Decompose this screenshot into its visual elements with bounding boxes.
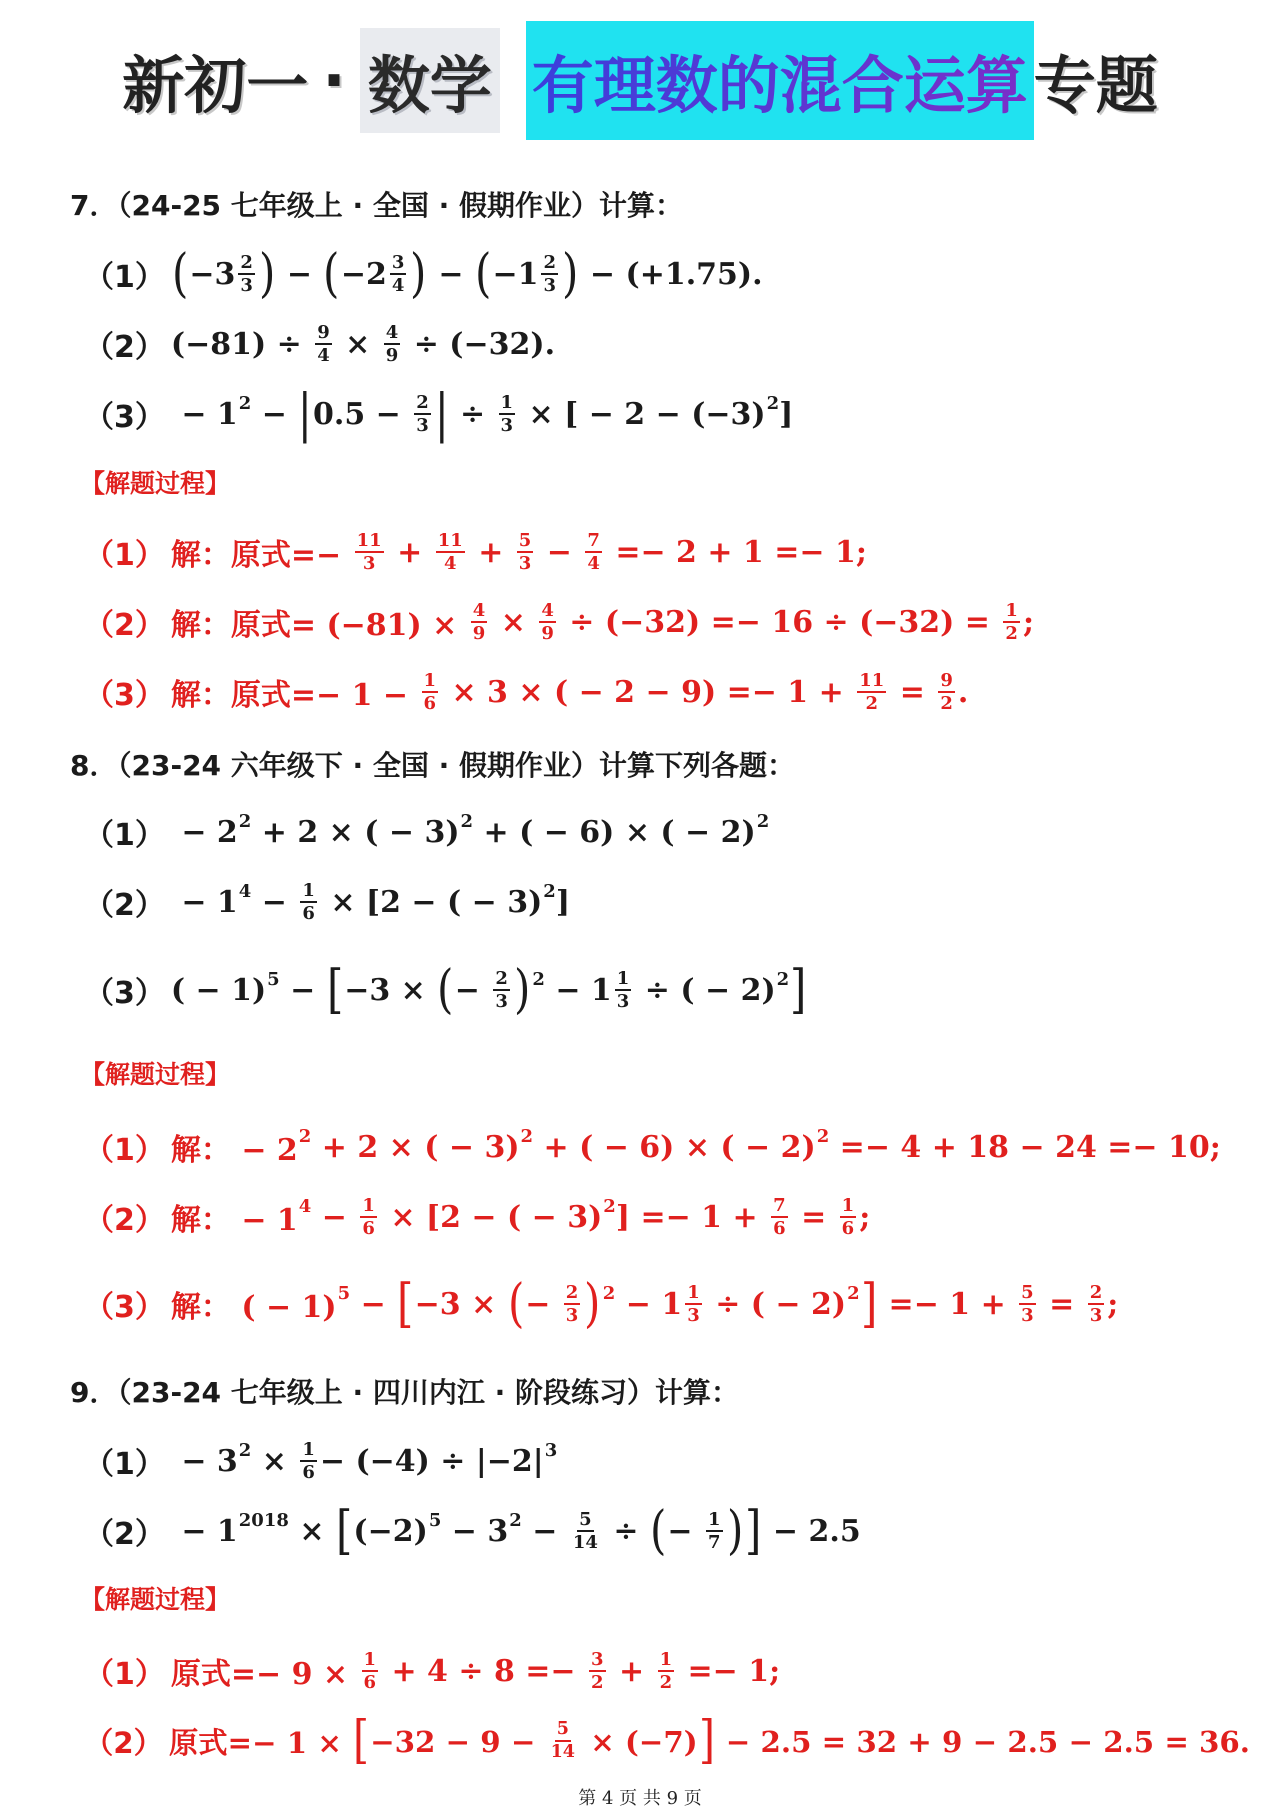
fraction-denominator: 3 <box>616 991 630 1012</box>
fraction-denominator: 7 <box>707 1532 721 1553</box>
math-text: = <box>790 1199 837 1235</box>
fraction-denominator: 3 <box>500 415 514 436</box>
fraction-numerator: 7 <box>585 531 602 553</box>
math-text: × (−7) <box>580 1723 698 1759</box>
mixed-whole: 1 <box>661 1286 683 1322</box>
fraction <box>499 393 516 436</box>
math-text: (−2) <box>353 1513 428 1549</box>
math-text: 0.5 − <box>313 396 412 432</box>
problem-7-answer-2 <box>84 592 1034 652</box>
fraction-numerator: 3 <box>589 1650 606 1672</box>
math-text: + <box>386 534 433 570</box>
item-label: （3） <box>84 678 165 713</box>
fraction <box>857 671 886 714</box>
fraction-numerator: 2 <box>414 393 431 415</box>
math-text: . <box>957 674 969 710</box>
problem-8-question-3 <box>84 960 808 1020</box>
big-bracket: | <box>434 382 449 444</box>
fraction-numerator: 1 <box>1003 601 1020 623</box>
fraction-denominator: 3 <box>240 275 253 296</box>
fraction <box>493 969 510 1012</box>
fraction-numerator: 11 <box>355 531 384 553</box>
superscript: 2 <box>238 1439 252 1461</box>
math-text: − <box>525 1286 561 1322</box>
math-text: ÷ (−32) =− 16 ÷ (−32) = <box>558 604 1001 640</box>
math-text: ÷ <box>602 1513 649 1549</box>
math-text: 解： − 1 <box>170 1203 298 1238</box>
math-text: + 2 × ( − 3) <box>251 814 460 850</box>
math-text: × 3 × ( − 2 − 9) =− 1 + <box>441 674 855 710</box>
fraction-denominator: 9 <box>541 623 554 644</box>
mixed-whole: −2 <box>340 256 387 292</box>
math-text: − <box>667 1513 703 1549</box>
math-text: 原式=− 1 × <box>168 1725 353 1760</box>
fraction-denominator: 2 <box>940 693 953 714</box>
big-bracket: ( <box>437 958 454 1020</box>
math-text: = <box>889 674 936 710</box>
problem-8-solution-label: 【解题过程】 <box>80 1060 231 1089</box>
fraction <box>362 1650 379 1693</box>
title-topic: 有理数的混合运算 <box>532 36 1028 125</box>
math-text: = <box>1038 1286 1085 1322</box>
superscript: 2 <box>603 1195 616 1217</box>
math-text: − 3 <box>170 1443 238 1479</box>
superscript: 2 <box>509 1509 522 1531</box>
superscript: 2 <box>543 880 556 902</box>
big-bracket: [ <box>326 958 344 1020</box>
fraction-numerator: 5 <box>1019 1283 1036 1305</box>
math-text: 解： − 2 <box>170 1133 298 1168</box>
item-label: （2） <box>84 330 165 365</box>
problem-9-answer-2 <box>84 1711 1250 1771</box>
math-text: − (−4) ÷ |−2| <box>319 1443 544 1479</box>
superscript: 2 <box>816 1125 830 1147</box>
math-text: − <box>251 884 298 920</box>
fraction <box>471 601 488 644</box>
fraction-denominator: 6 <box>302 1462 315 1483</box>
superscript: 2 <box>520 1125 534 1147</box>
math-text: − 1 <box>170 884 238 920</box>
superscript: 4 <box>298 1195 312 1217</box>
problem-8-answer-1 <box>84 1117 1221 1177</box>
item-label: （3） <box>84 400 165 435</box>
problem-7-answer-1 <box>84 522 867 582</box>
big-bracket: ] <box>860 1272 878 1334</box>
math-text: 解：原式=− 1 − <box>170 678 419 713</box>
fraction-denominator: 6 <box>773 1218 786 1239</box>
fraction-denominator: 2 <box>1005 623 1018 644</box>
big-bracket: ( <box>475 242 492 304</box>
fraction-numerator: 7 <box>771 1196 788 1218</box>
title-grade: 新初一 <box>122 49 309 122</box>
fraction <box>300 881 317 924</box>
fraction <box>384 323 401 366</box>
problem-9-solution-label: 【解题过程】 <box>80 1585 231 1614</box>
title-topic-box <box>526 21 1034 140</box>
item-label: （1） <box>84 818 165 853</box>
fraction-denominator: 4 <box>587 553 600 574</box>
superscript: 3 <box>544 1439 558 1461</box>
mixed-whole: −3 <box>189 256 236 292</box>
fraction-denominator: 4 <box>443 553 457 574</box>
math-text: + 2 × ( − 3) <box>311 1129 520 1165</box>
fraction <box>315 323 332 366</box>
math-text: − <box>521 1513 568 1549</box>
fraction-denominator: 6 <box>302 903 315 924</box>
fraction <box>541 253 558 296</box>
title-suffix: 专题 <box>1033 49 1158 122</box>
big-bracket: ) <box>562 242 579 304</box>
problem-9-header: 9．（23-24 七年级上 · 四川内江 · 阶段练习）计算： <box>70 1376 740 1409</box>
fraction <box>238 253 255 296</box>
fraction-denominator: 9 <box>472 623 486 644</box>
item-label: （1） <box>84 1447 165 1482</box>
fraction-numerator: 1 <box>300 1440 317 1462</box>
fraction-numerator: 2 <box>564 1283 581 1305</box>
math-text: × [2 − ( − 3) <box>379 1199 603 1235</box>
math-text: ; <box>859 1199 871 1235</box>
math-text: − <box>276 256 323 292</box>
fraction <box>771 1196 788 1239</box>
math-text: + 4 ÷ 8 =− <box>381 1653 586 1689</box>
math-text: =− 1; <box>677 1653 781 1689</box>
superscript: 4 <box>238 880 252 902</box>
fraction-denominator: 3 <box>565 1305 579 1326</box>
fraction-numerator: 4 <box>384 323 401 345</box>
item-label: （1） <box>84 538 165 573</box>
fraction-numerator: 4 <box>471 601 488 623</box>
superscript: 2 <box>776 968 790 990</box>
fraction-numerator: 11 <box>857 671 886 693</box>
fraction <box>585 531 602 574</box>
fraction <box>685 1283 702 1326</box>
problem-8-answer-2 <box>84 1187 870 1247</box>
superscript: 2 <box>460 810 474 832</box>
fraction-denominator: 3 <box>1021 1305 1034 1326</box>
math-text: − 2.5 = 32 + 9 − 2.5 − 2.5 = 36. <box>715 1723 1251 1759</box>
fraction <box>422 671 439 714</box>
math-text: ] =− 1 + <box>615 1199 769 1235</box>
superscript: 2 <box>847 1282 860 1304</box>
problem-9-question-1 <box>84 1431 557 1491</box>
math-text: × <box>288 1513 335 1549</box>
item-label: （1） <box>84 1133 165 1168</box>
fraction <box>571 1510 600 1553</box>
big-bracket: [ <box>335 1499 353 1561</box>
math-text: − <box>427 256 474 292</box>
math-text: −3 × <box>344 972 437 1008</box>
fraction-numerator: 9 <box>315 323 332 345</box>
fraction <box>1003 601 1020 644</box>
fraction-denominator: 6 <box>423 693 437 714</box>
big-bracket: ) <box>410 242 427 304</box>
item-label: （2） <box>84 1203 165 1238</box>
fraction-denominator: 14 <box>572 1532 598 1553</box>
math-text: + <box>467 534 514 570</box>
mixed-number <box>492 253 561 296</box>
fraction <box>658 1650 675 1693</box>
math-text: =− 4 + 18 − 24 =− 10; <box>829 1129 1221 1165</box>
fraction-denominator: 4 <box>391 275 405 296</box>
math-text: ÷ (−32). <box>403 326 556 362</box>
fraction-numerator: 1 <box>300 881 317 903</box>
item-label: （3） <box>84 1290 165 1325</box>
fraction-denominator: 6 <box>841 1218 855 1239</box>
math-text: ; <box>1107 1286 1119 1322</box>
fraction-denominator: 3 <box>495 991 508 1012</box>
fraction-denominator: 2 <box>591 1672 604 1693</box>
big-bracket: [ <box>397 1272 414 1334</box>
math-text: − <box>536 534 583 570</box>
superscript: 2 <box>602 1282 616 1304</box>
problem-8-question-1 <box>84 802 769 862</box>
math-text: − 1 <box>170 1513 238 1549</box>
math-text: ] <box>779 396 794 432</box>
item-label: （1） <box>84 260 165 295</box>
math-text: + <box>608 1653 655 1689</box>
fraction-numerator: 1 <box>706 1510 723 1532</box>
fraction-denominator: 6 <box>363 1672 377 1693</box>
math-text: − <box>279 972 326 1008</box>
item-label: （2） <box>84 888 165 923</box>
fraction-denominator: 2 <box>659 1672 673 1693</box>
title-subject: 数学 <box>360 28 500 133</box>
math-text: × [ − 2 − (−3) <box>518 396 766 432</box>
problem-7-question-2 <box>84 314 555 374</box>
big-bracket: ( <box>649 1499 667 1561</box>
fraction-numerator: 4 <box>539 601 556 623</box>
fraction-denominator: 2 <box>865 693 879 714</box>
superscript: 2 <box>756 810 770 832</box>
fraction <box>615 969 632 1012</box>
problem-8-header: 8．（23-24 六年级下 · 全国 · 假期作业）计算下列各题： <box>70 749 796 782</box>
fraction <box>414 393 431 436</box>
math-text: + ( − 6) × ( − 2) <box>533 1129 816 1165</box>
math-text: − 3 <box>441 1513 509 1549</box>
problem-9-question-2 <box>84 1501 861 1561</box>
fraction-numerator: 1 <box>840 1196 857 1218</box>
math-text: × <box>490 604 537 640</box>
superscript: 5 <box>337 1282 351 1304</box>
fraction-numerator: 1 <box>658 1650 675 1672</box>
fraction-numerator: 2 <box>541 253 558 275</box>
superscript: 5 <box>428 1509 442 1531</box>
math-text: 解： ( − 1) <box>170 1290 337 1325</box>
fraction <box>300 1440 317 1483</box>
big-bracket: ( <box>507 1272 525 1334</box>
math-text: 解：原式= (−81) × <box>170 608 468 643</box>
math-text: + ( − 6) × ( − 2) <box>473 814 756 850</box>
problem-7-header: 7．（24-25 七年级上 · 全国 · 假期作业）计算： <box>70 189 684 222</box>
item-label: （1） <box>84 1657 165 1692</box>
math-text: − <box>454 972 491 1008</box>
big-bracket: ] <box>790 958 807 1020</box>
item-label: （3） <box>84 976 165 1011</box>
problem-7-question-1 <box>84 244 763 304</box>
fraction <box>436 531 465 574</box>
item-label: （2） <box>84 1517 165 1552</box>
fraction <box>355 531 384 574</box>
big-bracket: ) <box>584 1272 601 1334</box>
fraction-numerator: 5 <box>517 531 534 553</box>
fraction-denominator: 3 <box>1089 1305 1103 1326</box>
superscript: 2 <box>532 968 545 990</box>
fraction <box>390 253 407 296</box>
big-bracket: [ <box>353 1710 370 1771</box>
fraction-denominator: 4 <box>317 345 330 366</box>
problem-7-solution-label: 【解题过程】 <box>80 469 231 498</box>
big-bracket: ( <box>171 242 189 304</box>
math-text: ÷ ( − 2) <box>704 1286 847 1322</box>
fraction <box>706 1510 723 1553</box>
superscript: 2018 <box>238 1509 289 1531</box>
fraction-denominator: 3 <box>518 553 532 574</box>
superscript: 2 <box>766 392 780 414</box>
problem-9-answer-1 <box>84 1641 780 1701</box>
fraction <box>840 1196 857 1239</box>
mixed-number <box>341 253 410 296</box>
math-text: − <box>251 396 298 432</box>
big-bracket: ) <box>726 1499 743 1561</box>
math-text: − 2.5 <box>762 1513 861 1549</box>
math-text: − <box>311 1199 358 1235</box>
math-text: × <box>334 326 381 362</box>
problem-8-answer-3 <box>84 1274 1118 1334</box>
fraction-numerator: 3 <box>390 253 407 275</box>
fraction-denominator: 14 <box>550 1742 576 1762</box>
problem-7-answer-3 <box>84 662 968 722</box>
fraction <box>549 1720 577 1762</box>
mixed-number <box>661 1283 704 1326</box>
math-text: − <box>544 972 591 1008</box>
math-text: ( − 1) <box>170 972 267 1008</box>
fraction-denominator: 3 <box>362 553 376 574</box>
superscript: 5 <box>267 968 280 990</box>
fraction-numerator: 5 <box>555 1720 571 1742</box>
superscript: 2 <box>298 1125 312 1147</box>
big-bracket: ] <box>698 1710 715 1771</box>
fraction-denominator: 9 <box>385 345 399 366</box>
fraction <box>564 1283 581 1326</box>
item-label: （2） <box>84 608 165 643</box>
math-text: ÷ <box>449 396 496 432</box>
fraction <box>517 531 534 574</box>
mixed-whole: −1 <box>492 256 539 292</box>
math-text: =− 1 + <box>878 1286 1017 1322</box>
fraction-numerator: 9 <box>938 671 955 693</box>
item-label: （2） <box>84 1726 163 1760</box>
fraction-denominator: 3 <box>416 415 429 436</box>
fraction-denominator: 6 <box>362 1218 375 1239</box>
fraction-numerator: 1 <box>360 1196 377 1218</box>
big-bracket: ] <box>745 1499 762 1561</box>
fraction-numerator: 5 <box>577 1510 594 1532</box>
fraction-denominator: 3 <box>687 1305 700 1326</box>
big-bracket: ( <box>323 242 340 304</box>
math-text: −32 − 9 − <box>370 1723 546 1759</box>
fraction-numerator: 1 <box>499 393 516 415</box>
fraction-numerator: 1 <box>615 969 632 991</box>
problem-7-question-3 <box>84 384 793 444</box>
page-number-footer: 第 4 页 共 9 页 <box>578 1788 702 1809</box>
fraction <box>360 1196 377 1239</box>
fraction <box>1019 1283 1036 1326</box>
math-text: (−81) ÷ <box>170 326 313 362</box>
fraction-numerator: 2 <box>493 969 510 991</box>
mixed-number <box>591 969 634 1012</box>
fraction-denominator: 3 <box>543 275 556 296</box>
math-text: − 1 <box>170 396 238 432</box>
math-text: × [2 − ( − 3) <box>319 884 543 920</box>
fraction-numerator: 1 <box>422 671 439 693</box>
mixed-whole: 1 <box>590 972 612 1008</box>
big-bracket: ) <box>258 242 276 304</box>
math-text: − 2 <box>170 814 238 850</box>
fraction-numerator: 2 <box>238 253 255 275</box>
math-text: − (+1.75). <box>579 256 763 292</box>
mixed-number <box>189 253 258 296</box>
math-text: × <box>251 1443 298 1479</box>
fraction-numerator: 2 <box>1088 1283 1105 1305</box>
math-text: ÷ ( − 2) <box>634 972 776 1008</box>
math-text: 原式=− 9 × <box>170 1657 359 1692</box>
problem-8-question-2 <box>84 872 570 932</box>
fraction-numerator: 11 <box>436 531 465 553</box>
fraction <box>938 671 955 714</box>
title-separator-dot: · <box>322 44 346 117</box>
math-text: 解：原式=− <box>170 538 352 573</box>
superscript: 2 <box>238 810 252 832</box>
fraction <box>589 1650 606 1693</box>
fraction-numerator: 1 <box>362 1650 379 1672</box>
math-text: − <box>350 1286 397 1322</box>
superscript: 2 <box>238 392 252 414</box>
big-bracket: ) <box>513 958 531 1020</box>
fraction-numerator: 1 <box>685 1283 702 1305</box>
math-text: ] <box>555 884 571 920</box>
math-text: =− 2 + 1 =− 1; <box>604 534 867 570</box>
fraction <box>539 601 556 644</box>
math-text: −3 × <box>414 1286 507 1322</box>
math-text: − <box>615 1286 662 1322</box>
big-bracket: | <box>298 382 313 444</box>
fraction <box>1088 1283 1105 1326</box>
title-banner <box>0 21 1280 140</box>
math-text: ; <box>1022 604 1035 640</box>
